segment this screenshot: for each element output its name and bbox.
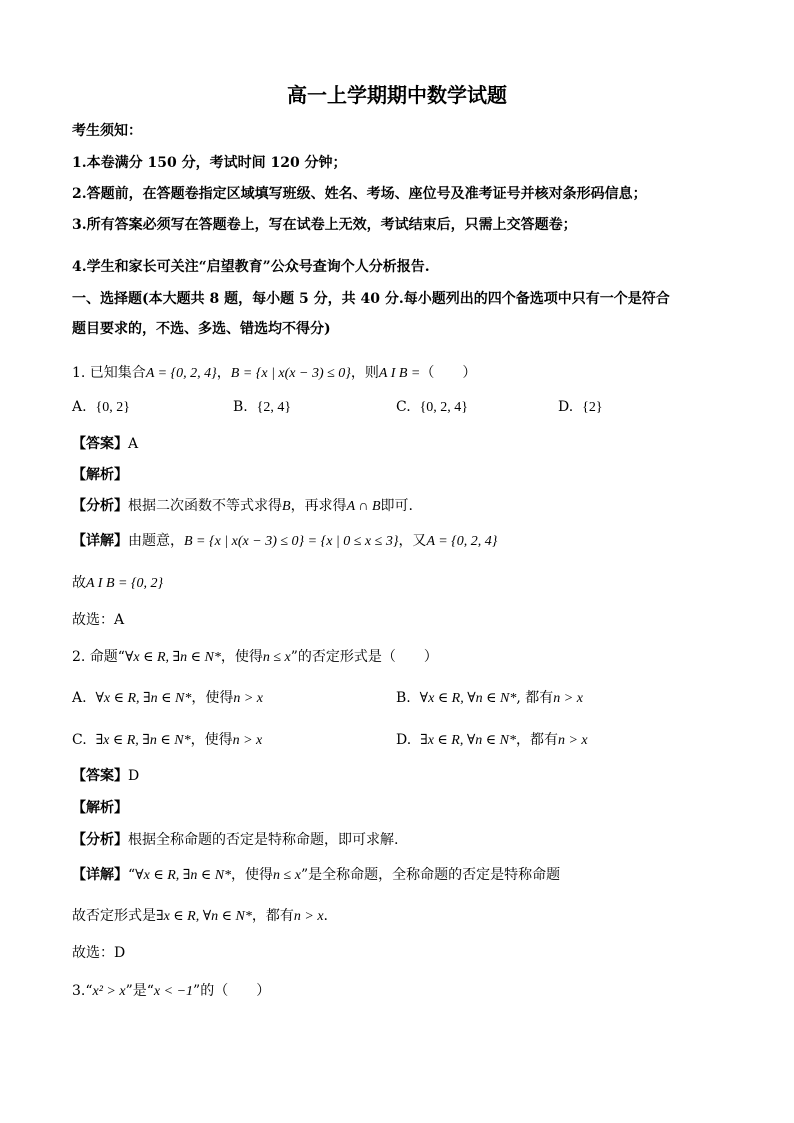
q1-paren: （ ） — [420, 365, 477, 381]
detail-text: “ — [128, 867, 136, 883]
option-letter: B. — [396, 690, 411, 706]
conclusion-expr: ∃x ∈ R, ∀n ∈ N* — [156, 909, 252, 924]
q1-answer — [72, 434, 138, 454]
analysis-label: 【解析】 — [72, 800, 128, 816]
q2-conclusion — [72, 906, 328, 927]
notice-item: 4.学生和家长可关注“启望教育”公众号查询个人分析报告. — [72, 259, 430, 275]
option-expr: ∀x ∈ R, ∀n ∈ N* — [419, 691, 517, 706]
option-letter: D. — [396, 732, 412, 748]
question-2-stem — [72, 647, 438, 668]
fenxi-label: 【分析】 — [72, 498, 128, 514]
option-text: ，都有 — [515, 732, 558, 748]
q2-stem-expr: ∀x ∈ R, ∃n ∈ N* — [124, 650, 221, 665]
q1-sep: ， — [216, 365, 231, 381]
q2-option-c — [72, 730, 262, 751]
option-letter: C. — [396, 399, 411, 415]
detail-label: 【详解】 — [72, 867, 128, 883]
option-text: ，使得 — [191, 690, 234, 706]
q2-fenxi — [72, 830, 398, 850]
detail-expr: B = {x | x(x − 3) ≤ 0} = {x | 0 ≤ x ≤ 3} — [184, 534, 399, 549]
conclusion-expr: A I B = {0, 2} — [86, 576, 164, 591]
q1-stem-prefix: 1. 已知集合 — [72, 365, 146, 381]
q2-stem-expr2: n ≤ x — [262, 650, 291, 665]
option-value: {2, 4} — [256, 400, 292, 415]
q3-prefix: 3.“ — [72, 983, 93, 999]
conclusion-text: ，都有 — [251, 908, 294, 924]
detail-text: 由题意， — [128, 533, 184, 549]
notice-item: 2.答题前，在答题卷指定区域填写班级、姓名、考场、座位号及准考证号并核对条形码信息； — [72, 186, 647, 202]
detail-expr: ∀x ∈ R, ∃n ∈ N* — [135, 868, 232, 883]
option-text: ，使得 — [190, 732, 233, 748]
option-expr: n > x — [233, 691, 264, 706]
fenxi-text: 根据二次函数不等式求得 — [128, 498, 282, 514]
option-letter: B. — [233, 399, 248, 415]
q2-choose: 故选：D — [72, 945, 126, 961]
q3-suffix: ”的（ ） — [193, 983, 271, 999]
option-value: {0, 2, 4} — [419, 400, 469, 415]
q1-set-a: A = {0, 2, 4} — [145, 366, 217, 381]
q1-option-b — [233, 397, 291, 418]
q1-option-d — [558, 397, 603, 418]
conclusion-text: . — [323, 908, 328, 924]
option-letter: D. — [558, 399, 574, 415]
detail-label: 【详解】 — [72, 533, 128, 549]
detail-text: ，又 — [398, 533, 427, 549]
q1-conclusion — [72, 573, 163, 594]
q1-option-a — [72, 397, 130, 418]
fenxi-text: 根据全称命题的否定是特称命题，即可求解. — [128, 832, 399, 848]
q3-expr: x² > x — [92, 984, 126, 999]
option-expr: n > x — [557, 733, 588, 748]
option-value: {0, 2} — [95, 400, 130, 415]
q1-expr: A I B = — [378, 366, 421, 381]
option-expr: n > x — [553, 691, 583, 706]
q2-detail — [72, 865, 560, 886]
detail-text: ，使得 — [231, 867, 274, 883]
option-text: , 都有 — [516, 690, 554, 706]
q2-option-a — [72, 688, 263, 709]
fenxi-var: B — [282, 499, 291, 514]
section-heading-cont: 题目要求的，不选、多选、错选均不得分) — [72, 321, 331, 337]
answer-value: A — [128, 436, 139, 452]
q1-choose: 故选：A — [72, 612, 125, 628]
detail-expr: n ≤ x — [273, 868, 301, 883]
q1-option-c — [396, 397, 468, 418]
q1-set-b: B = {x | x(x − 3) ≤ 0} — [230, 366, 351, 381]
q2-option-b — [396, 688, 583, 709]
q2-option-d — [396, 730, 588, 751]
option-letter: C. — [72, 732, 87, 748]
conclusion-text: 故 — [72, 575, 86, 591]
answer-label: 【答案】 — [72, 436, 128, 452]
notice-heading: 考生须知： — [72, 123, 142, 139]
analysis-label: 【解析】 — [72, 467, 128, 483]
question-1-stem — [72, 363, 476, 384]
q2-answer — [72, 766, 139, 786]
section-heading: 一、选择题(本大题共 8 题，每小题 5 分，共 40 分.每小题列出的四个备选项中只有一个是符合 — [72, 291, 670, 307]
fenxi-label: 【分析】 — [72, 832, 128, 848]
q1-detail — [72, 531, 497, 552]
notice-item: 1.本卷满分 150 分，考试时间 120 分钟； — [72, 155, 347, 171]
fenxi-text: 即可. — [380, 498, 413, 514]
option-letter: A. — [72, 399, 87, 415]
page-title: 高一上学期期中数学试题 — [287, 83, 507, 107]
option-value: {2} — [582, 400, 603, 415]
q1-stem-suffix: ，则 — [350, 365, 379, 381]
q2-stem-mid: ，使得 — [220, 649, 263, 665]
q1-analysis-label — [72, 465, 128, 485]
option-expr: n > x — [232, 733, 263, 748]
detail-text: ”是全称命题，全称命题的否定是特称命题 — [300, 867, 561, 883]
q1-fenxi — [72, 496, 413, 517]
fenxi-text: ，再求得 — [290, 498, 347, 514]
option-expr: ∃x ∈ R, ∀n ∈ N* — [420, 733, 516, 748]
q2-stem-prefix: 2. 命题“ — [72, 649, 125, 665]
q3-mid: ”是“ — [125, 983, 154, 999]
conclusion-text: 故否定形式是 — [72, 908, 156, 924]
conclusion-expr: n > x — [293, 909, 324, 924]
q2-stem-suffix: ”的否定形式是（ ） — [290, 649, 438, 665]
notice-item: 3.所有答案必须写在答题卷上，写在试卷上无效，考试结束后，只需上交答题卷； — [72, 217, 577, 233]
question-3-stem — [72, 981, 270, 1002]
fenxi-expr: A ∩ B — [346, 499, 381, 514]
option-letter: A. — [72, 690, 87, 706]
q2-analysis-label — [72, 798, 128, 818]
option-expr: ∀x ∈ R, ∃n ∈ N* — [95, 691, 192, 706]
detail-expr: A = {0, 2, 4} — [426, 534, 498, 549]
option-expr: ∃x ∈ R, ∃n ∈ N* — [95, 733, 191, 748]
q3-expr: x < −1 — [153, 984, 194, 999]
answer-value: D — [128, 768, 140, 784]
answer-label: 【答案】 — [72, 768, 128, 784]
